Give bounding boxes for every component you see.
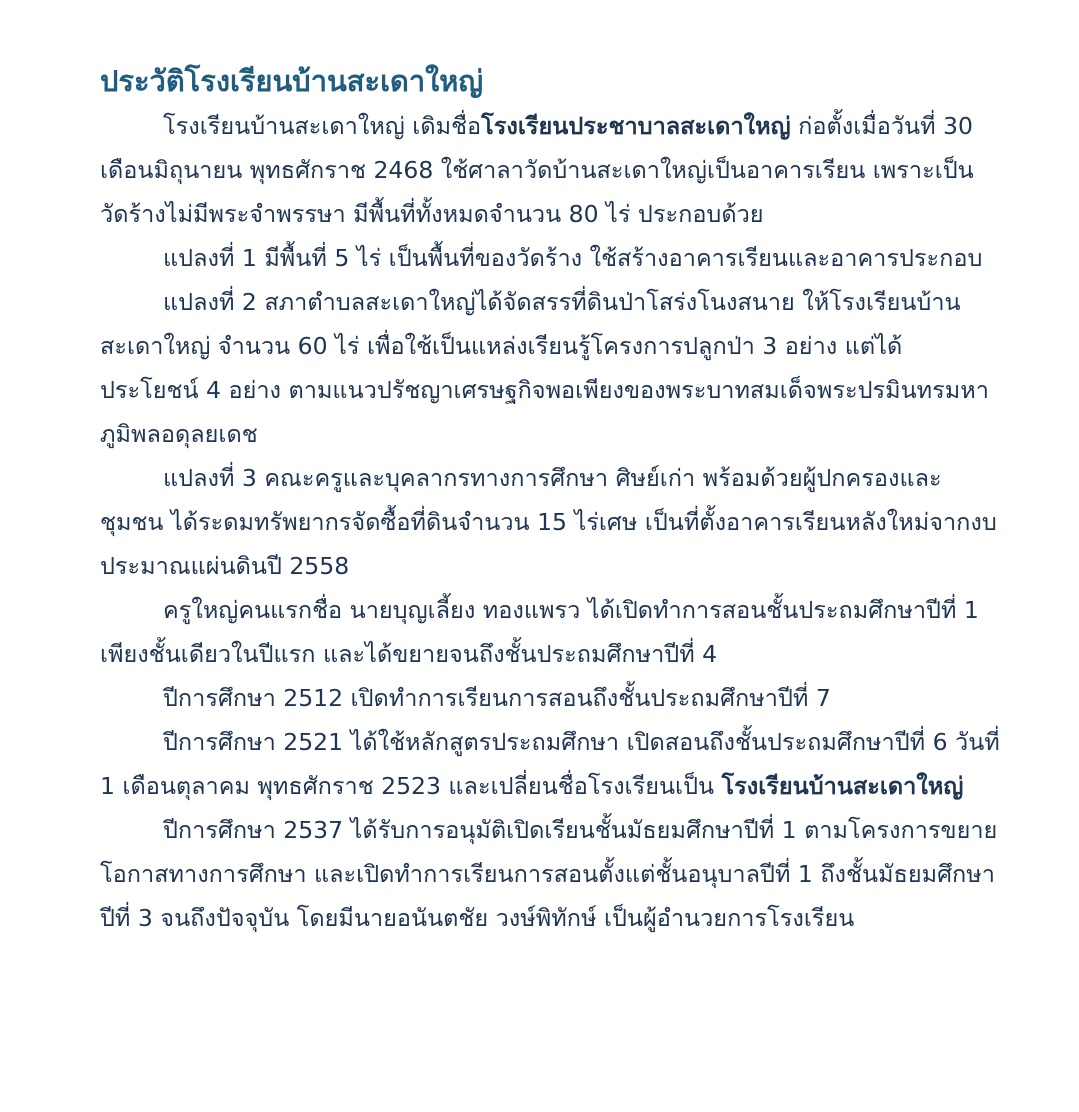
paragraph-text: โรงเรียนบ้านสะเดาใหญ่ เดิมชื่อ <box>163 112 482 140</box>
former-school-name: โรงเรียนประชาบาลสะเดาใหญ่ <box>481 112 791 140</box>
paragraph-plot-2: แปลงที่ 2 สภาตำบลสะเดาใหญ่ได้จัดสรรที่ดินป่าโสร่งโนงสนาย ให้โรงเรียนบ้านสะเดาใหญ่ จำนวน 60 ไร่ เพื่อใช้เป็นแหล่งเรียนรู้โครงการปลูกป่า 3 อย่าง แต่ได้ประโยชน์ 4 อย่าง ตามแนวปรัชญาเศรษฐกิจพอเพียงของพระบาทสมเด็จพระปรมินทรมหาภูมิพลอดุลยเดช <box>100 288 989 448</box>
paragraph-history-intro <box>100 104 1000 236</box>
paragraph-plot-1: แปลงที่ 1 มีพื้นที่ 5 ไร่ เป็นพื้นที่ของวัดร้าง ใช้สร้างอาคารเรียนและอาคารประกอบ <box>163 244 983 272</box>
paragraph-first-headmaster: ครูใหญ่คนแรกชื่อ นายบุญเลี้ยง ทองแพรว ได้เปิดทำการสอนชั้นประถมศึกษาปีที่ 1 เพียงชั้นเดียวในปีแรก และได้ขยายจนถึงชั้นประถมศึกษาปีที่ 4 <box>100 596 979 668</box>
paragraph-text: ก่อตั้งเมื่อวันที่ 30 เดือนมิถุนายน พุทธศักราช 2468 ใช้ศาลาวัดบ้านสะเดาใหญ่เป็นอาคารเรียน เพราะเป็นวัดร้างไม่มีพระจำพรรษา มีพื้นที่ทั้งหมดจำนวน 80 ไร่ ประกอบด้วย <box>100 112 974 228</box>
page-title: ประวัติโรงเรียนบ้านสะเดาใหญ่ <box>100 64 484 98</box>
document-page <box>100 58 1000 940</box>
current-school-name: โรงเรียนบ้านสะเดาใหญ่ <box>721 772 964 800</box>
paragraph-year-2512: ปีการศึกษา 2512 เปิดทำการเรียนการสอนถึงชั้นประถมศึกษาปีที่ 7 <box>163 684 831 712</box>
paragraph-year-2537: ปีการศึกษา 2537 ได้รับการอนุมัติเปิดเรียนชั้นมัธยมศึกษาปีที่ 1 ตามโครงการขยายโอกาสทางการศึกษา และเปิดทำการเรียนการสอนตั้งแต่ชั้นอนุบาลปีที่ 1 ถึงชั้นมัธยมศึกษาปีที่ 3 จนถึงปัจจุบัน โดยมีนายอนันตชัย วงษ์พิทักษ์ เป็นผู้อำนวยการโรงเรียน <box>100 816 998 932</box>
paragraph-plot-3: แปลงที่ 3 คณะครูและบุคลากรทางการศึกษา ศิษย์เก่า พร้อมด้วยผู้ปกครองและชุมชน ได้ระดมทรัพยากรจัดซื้อที่ดินจำนวน 15 ไร่เศษ เป็นที่ตั้งอาคารเรียนหลังใหม่จากงบประมาณแผ่นดินปี 2558 <box>100 464 997 580</box>
paragraph-year-2521 <box>100 720 1000 808</box>
paragraph-text: ปีการศึกษา 2521 ได้ใช้หลักสูตรประถมศึกษา เปิดสอนถึงชั้นประถมศึกษาปีที่ 6 วันที่ 1 เดือนตุลาคม พุทธศักราช 2523 และเปลี่ยนชื่อโรงเรียนเป็น <box>100 728 1000 800</box>
